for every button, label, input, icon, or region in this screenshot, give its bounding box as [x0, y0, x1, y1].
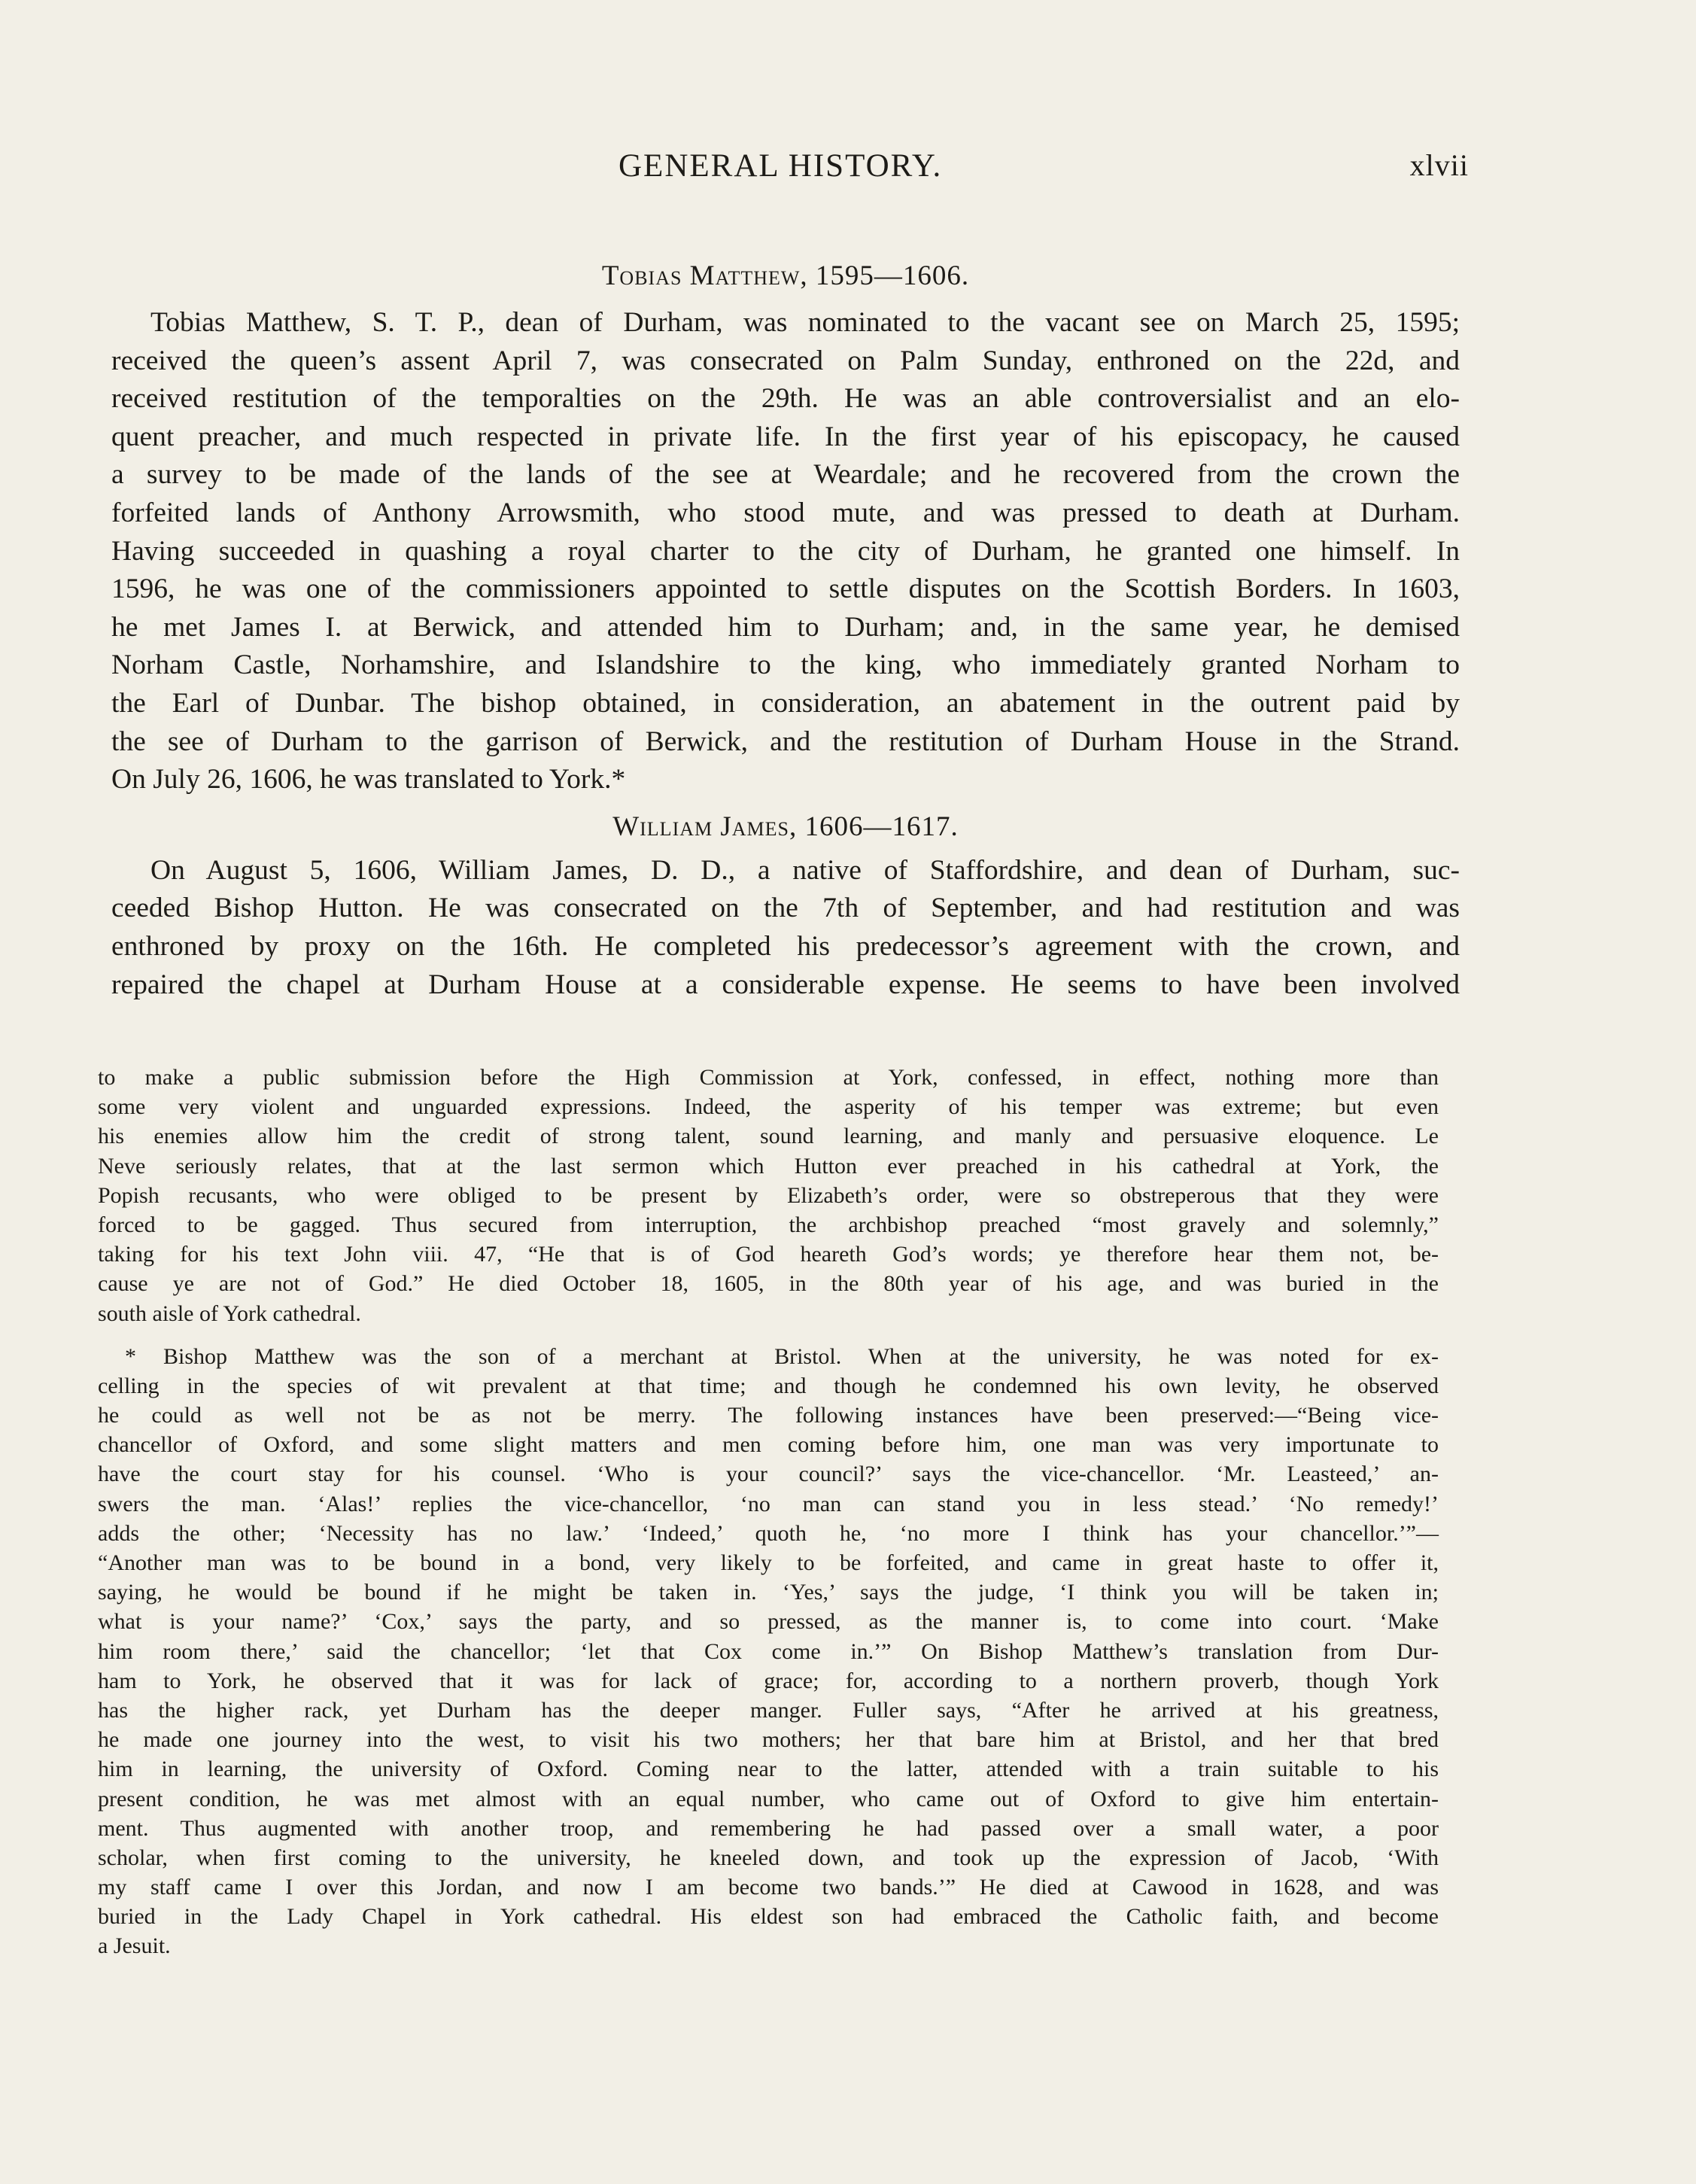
section-heading-tobias-matthew: Tobias Matthew, 1595—1606. [601, 260, 970, 291]
text-line: south aisle of York cathedral. [98, 1300, 361, 1326]
text-line: forfeited lands of Anthony Arrowsmith, who stood mute, and was pressed to death at Durham. [111, 497, 1460, 528]
text-line: the see of Durham to the garrison of Berwick, and the restitution of Durham House in the Strand. [111, 725, 1460, 757]
text-line: some very violent and unguarded expressions. Indeed, the asperity of his temper was extreme; but even [98, 1094, 1439, 1120]
footnote-line: celling in the species of wit prevalent at that time; and though he condemned his own levity, he observed [98, 1373, 1439, 1398]
lower-text-block [98, 1063, 1439, 1961]
spacer [98, 1328, 1439, 1342]
text-line: Popish recusants, who were obliged to be present by Elizabeth’s order, were so obstreperous that they were [98, 1182, 1439, 1208]
text-line: On July 26, 1606, he was translated to York.* [111, 764, 626, 795]
footnote-line: chancellor of Oxford, and some slight matters and men coming before him, one man was very importunate to [98, 1432, 1439, 1458]
section-heading-william-james: William James, 1606—1617. [612, 811, 959, 842]
footnote-line: saying, he would be bound if he might be taken in. ‘Yes,’ says the judge, ‘I think you will be taken in; [98, 1580, 1439, 1605]
text-line: ceeded Bishop Hutton. He was consecrated on the 7th of September, and had restitution and was [111, 893, 1460, 924]
footnote-line: present condition, he was met almost with an equal number, who came out of Oxford to give him entertain- [98, 1786, 1439, 1811]
footnote-line: a Jesuit. [98, 1933, 171, 1959]
text-line: to make a public submission before the High Commission at York, confessed, in effect, nothing more than [98, 1065, 1439, 1090]
text-line: Neve seriously relates, that at the last sermon which Hutton ever preached in his cathedral at York, the [98, 1153, 1439, 1179]
running-header [0, 148, 1696, 193]
text-line: quent preacher, and much respected in private life. In the first year of his episcopacy, he caused [111, 421, 1460, 452]
footnote-line: has the higher rack, yet Durham has the deeper manger. Fuller says, “After he arrived at his greatness, [98, 1697, 1439, 1723]
footnote-line: him in learning, the university of Oxford. Coming near to the latter, attended with a train suitable to his [98, 1757, 1439, 1782]
footnote-line: he could as well not be as not be merry. The following instances have been preserved:—“Being vice- [98, 1403, 1439, 1428]
footnote-line: him room there,’ said the chancellor; ‘let that Cox come in.’” On Bishop Matthew’s translation from Dur- [98, 1638, 1439, 1664]
running-title: GENERAL HISTORY. [619, 148, 943, 184]
footnote-line: have the court stay for his counsel. ‘Who is your council?’ says the vice-chancellor. ‘Mr. Leasteed,’ an- [98, 1462, 1439, 1487]
text-line: taking for his text John viii. 47, “He that is of God heareth God’s words; ye therefore hear them not, be- [98, 1242, 1439, 1267]
text-line: received the queen’s assent April 7, was consecrated on Palm Sunday, enthroned on the 22d, and [111, 345, 1460, 376]
footnote-line: what is your name?’ ‘Cox,’ says the party, and so pressed, as the manner is, to come into court. ‘Make [98, 1609, 1439, 1635]
text-line: On August 5, 1606, William James, D. D., a native of Staffordshire, and dean of Durham, suc- [150, 854, 1460, 886]
section-tobias-matthew [111, 304, 1460, 799]
text-line: the Earl of Dunbar. The bishop obtained, in consideration, an abatement in the outrent paid by [111, 687, 1460, 719]
text-line: a survey to be made of the lands of the see at Weardale; and he recovered from the crown the [111, 459, 1460, 491]
footnote [98, 1342, 1439, 1961]
footnote-line: ham to York, he observed that it was for lack of grace; for, according to a northern proverb, though York [98, 1668, 1439, 1693]
text-line: his enemies allow him the credit of strong talent, sound learning, and manly and persuasive eloquence. Le [98, 1124, 1439, 1149]
text-line: forced to be gagged. Thus secured from interruption, the archbishop preached “most gravely and solemnly,” [98, 1212, 1439, 1237]
text-line: cause ye are not of God.” He died October 18, 1605, in the 80th year of his age, and was buried in the [98, 1271, 1439, 1297]
section-william-james [111, 852, 1460, 1004]
footnote-line: buried in the Lady Chapel in York cathedral. His eldest son had embraced the Catholic faith, and become [98, 1904, 1439, 1930]
text-line: repaired the chapel at Durham House at a considerable expense. He seems to have been involved [111, 969, 1460, 1000]
footnote-line: scholar, when first coming to the university, he kneeled down, and took up the expression of Jacob, ‘With [98, 1845, 1439, 1870]
footnote-line: he made one journey into the west, to visit his two mothers; her that bare him at Bristol, and her that bred [98, 1727, 1439, 1753]
text-line: Tobias Matthew, S. T. P., dean of Durham, was nominated to the vacant see on March 25, 1595; [150, 307, 1460, 338]
page-number: xlvii [1409, 148, 1469, 182]
text-line: received restitution of the temporalties on the 29th. He was an able controversialist and an elo- [111, 383, 1460, 415]
footnote-line: * Bishop Matthew was the son of a merchant at Bristol. When at the university, he was noted for ex- [125, 1343, 1439, 1369]
text-line: Having succeeded in quashing a royal charter to the city of Durham, he granted one himself. In [111, 535, 1460, 567]
footnote-line: my staff came I over this Jordan, and now I am become two bands.’” He died at Cawood in 1628, and was [98, 1875, 1439, 1900]
footnote-line: swers the man. ‘Alas!’ replies the vice-chancellor, ‘no man can stand you in less stead.’ ‘No remedy!’ [98, 1491, 1439, 1516]
text-line: he met James I. at Berwick, and attended him to Durham; and, in the same year, he demised [111, 611, 1460, 643]
text-line: Norham Castle, Norhamshire, and Islandshire to the king, who immediately granted Norham to [111, 649, 1460, 681]
continuation-paragraph [98, 1063, 1439, 1328]
footnote-line: adds the other; ‘Necessity has no law.’ ‘Indeed,’ quoth he, ‘no more I think has your chancellor.’”— [98, 1520, 1439, 1546]
main-text [111, 259, 1460, 1004]
text-line: enthroned by proxy on the 16th. He completed his predecessor’s agreement with the crown, and [111, 930, 1460, 962]
footnote-line: ment. Thus augmented with another troop, and remembering he had passed over a small water, a poor [98, 1815, 1439, 1841]
footnote-line: “Another man was to be bound in a bond, very likely to be forfeited, and came in great haste to offer it, [98, 1550, 1439, 1575]
text-line: 1596, he was one of the commissioners appointed to settle disputes on the Scottish Borders. In 1603, [111, 573, 1460, 605]
